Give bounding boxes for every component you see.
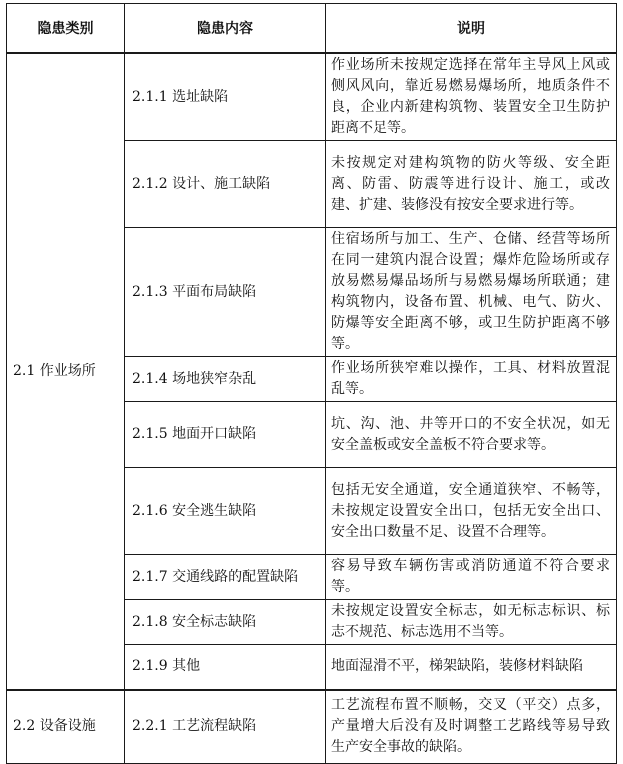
item-cell: 2.1.2 设计、施工缺陷 [125,141,326,228]
item-cell: 2.1.5 地面开口缺陷 [125,402,326,468]
header-row [7,4,617,54]
item-cell: 2.1.3 平面布局缺陷 [125,228,326,357]
category-cell-workplace: 2.1 作业场所 [7,53,125,690]
header-content: 隐患内容 [125,4,326,54]
item-cell: 2.1.1 选址缺陷 [125,53,326,141]
hazard-table [6,3,617,764]
item-cell: 2.1.4 场地狭窄杂乱 [125,357,326,402]
item-cell: 2.1.8 安全标志缺陷 [125,600,326,645]
description-cell: 容易导致车辆伤害或消防通道不符合要求等。 [326,555,617,600]
description-cell: 住宿场所与加工、生产、仓储、经营等场所在同一建筑内混合设置；爆炸危险场所或存放易燃易爆品场所与易燃易爆场所联通；建构筑物内，设备布置、机械、电气、防火、防爆等安全距离不够，或卫生防护距离不够等。 [326,228,617,357]
table-row [7,53,617,141]
item-cell: 2.1.7 交通线路的配置缺陷 [125,555,326,600]
description-cell: 作业场所未按规定选择在常年主导风上风或侧风风向，靠近易燃易爆场所，地质条件不良，企业内新建构筑物、装置安全卫生防护距离不足等。 [326,53,617,141]
description-cell: 包括无安全通道，安全通道狭窄、不畅等，未按规定设置安全出口，包括无安全出口、安全出口数量不足、设置不合理等。 [326,468,617,555]
description-cell: 工艺流程布置不顺畅，交叉（平交）点多，产量增大后没有及时调整工艺路线等易导致生产安全事故的缺陷。 [326,690,617,764]
header-category: 隐患类别 [7,4,125,54]
description-cell: 未按规定设置安全标志，如无标志标识、标志不规范、标志选用不当等。 [326,600,617,645]
item-cell: 2.2.1 工艺流程缺陷 [125,690,326,764]
item-cell: 2.1.6 安全逃生缺陷 [125,468,326,555]
description-cell: 坑、沟、池、井等开口的不安全状况，如无安全盖板或安全盖板不符合要求等。 [326,402,617,468]
item-cell: 2.1.9 其他 [125,645,326,690]
description-cell: 地面湿滑不平，梯架缺陷，装修材料缺陷 [326,645,617,690]
description-cell: 未按规定对建构筑物的防火等级、安全距离、防雷、防震等进行设计、施工，或改建、扩建、装修没有按安全要求进行等。 [326,141,617,228]
category-cell-equipment: 2.2 设备设施 [7,690,125,764]
header-description: 说明 [326,4,617,54]
description-cell: 作业场所狭窄难以操作，工具、材料放置混乱等。 [326,357,617,402]
table-row [7,690,617,764]
